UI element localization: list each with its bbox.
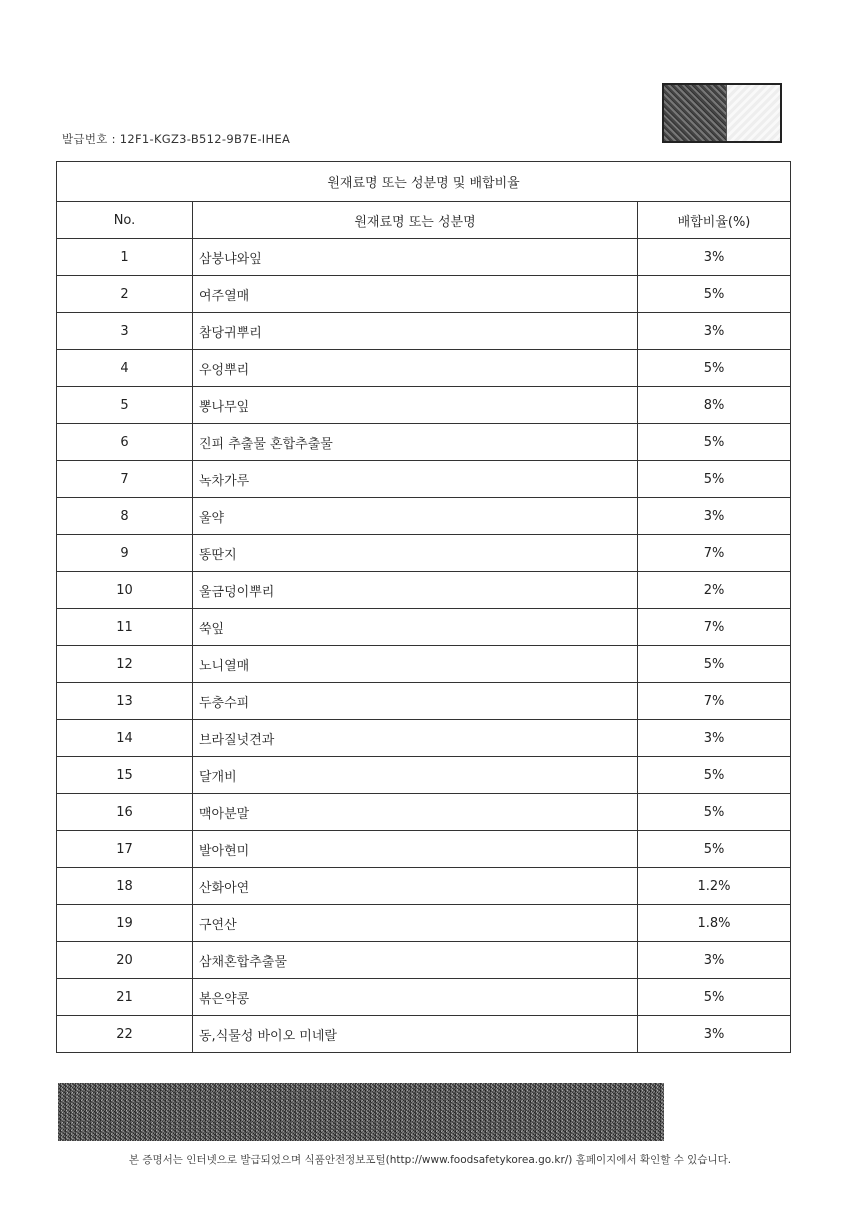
table-row bbox=[57, 794, 791, 831]
row-no: 6 bbox=[57, 424, 193, 461]
table-row bbox=[57, 683, 791, 720]
row-no: 18 bbox=[57, 868, 193, 905]
row-ratio: 8% bbox=[638, 387, 791, 424]
row-no: 17 bbox=[57, 831, 193, 868]
row-no: 20 bbox=[57, 942, 193, 979]
row-name: 뽕나무잎 bbox=[193, 387, 638, 424]
table-row bbox=[57, 831, 791, 868]
row-name: 삼붕냐와잎 bbox=[193, 239, 638, 276]
footer-note: 본 증명서는 인터넷으로 발급되었으며 식품안전정보포털(http://www.foodsafetykorea.go.kr/) 홈페이지에서 확인할 수 있습니다. bbox=[128, 1154, 732, 1166]
row-ratio: 7% bbox=[638, 683, 791, 720]
table-row bbox=[57, 535, 791, 572]
table-row bbox=[57, 239, 791, 276]
header-ratio: 배합비율(%) bbox=[638, 202, 791, 239]
row-name: 우엉뿌리 bbox=[193, 350, 638, 387]
row-ratio: 3% bbox=[638, 720, 791, 757]
row-no: 10 bbox=[57, 572, 193, 609]
row-ratio: 3% bbox=[638, 239, 791, 276]
row-name: 똥딴지 bbox=[193, 535, 638, 572]
row-name: 산화아연 bbox=[193, 868, 638, 905]
row-name: 노니열매 bbox=[193, 646, 638, 683]
row-name: 진피 추출물 혼합추출물 bbox=[193, 424, 638, 461]
row-no: 4 bbox=[57, 350, 193, 387]
row-name: 녹차가루 bbox=[193, 461, 638, 498]
ingredient-table bbox=[56, 161, 791, 1053]
row-no: 12 bbox=[57, 646, 193, 683]
table-row bbox=[57, 387, 791, 424]
table-row bbox=[57, 609, 791, 646]
row-name: 발아현미 bbox=[193, 831, 638, 868]
table-row bbox=[57, 461, 791, 498]
row-ratio: 1.8% bbox=[638, 905, 791, 942]
row-ratio: 5% bbox=[638, 794, 791, 831]
table-row bbox=[57, 942, 791, 979]
row-no: 11 bbox=[57, 609, 193, 646]
table-row bbox=[57, 350, 791, 387]
table-row bbox=[57, 424, 791, 461]
row-no: 9 bbox=[57, 535, 193, 572]
barcode-stamp bbox=[662, 83, 782, 143]
row-name: 두충수피 bbox=[193, 683, 638, 720]
table-title: 원재료명 또는 성분명 및 배합비율 bbox=[57, 162, 791, 202]
table-row bbox=[57, 498, 791, 535]
row-ratio: 5% bbox=[638, 646, 791, 683]
row-ratio: 3% bbox=[638, 942, 791, 979]
row-no: 14 bbox=[57, 720, 193, 757]
row-ratio: 3% bbox=[638, 1016, 791, 1053]
row-name: 동,식물성 바이오 미네랄 bbox=[193, 1016, 638, 1053]
row-name: 브라질넛견과 bbox=[193, 720, 638, 757]
table-row bbox=[57, 572, 791, 609]
row-ratio: 7% bbox=[638, 609, 791, 646]
row-name: 달개비 bbox=[193, 757, 638, 794]
table-row bbox=[57, 757, 791, 794]
row-ratio: 5% bbox=[638, 461, 791, 498]
row-ratio: 5% bbox=[638, 979, 791, 1016]
row-no: 15 bbox=[57, 757, 193, 794]
row-name: 구연산 bbox=[193, 905, 638, 942]
row-no: 5 bbox=[57, 387, 193, 424]
header-name: 원재료명 또는 성분명 bbox=[193, 202, 638, 239]
issue-number bbox=[62, 131, 290, 147]
row-name: 볶은약콩 bbox=[193, 979, 638, 1016]
barcode-pattern bbox=[664, 85, 726, 141]
table-row bbox=[57, 979, 791, 1016]
table-row bbox=[57, 868, 791, 905]
row-no: 19 bbox=[57, 905, 193, 942]
row-ratio: 5% bbox=[638, 831, 791, 868]
row-ratio: 3% bbox=[638, 498, 791, 535]
row-name: 참당귀뿌리 bbox=[193, 313, 638, 350]
table-row bbox=[57, 313, 791, 350]
row-no: 8 bbox=[57, 498, 193, 535]
row-no: 21 bbox=[57, 979, 193, 1016]
table-row bbox=[57, 1016, 791, 1053]
row-ratio: 7% bbox=[638, 535, 791, 572]
table-row bbox=[57, 276, 791, 313]
row-no: 13 bbox=[57, 683, 193, 720]
row-name: 울약 bbox=[193, 498, 638, 535]
row-no: 16 bbox=[57, 794, 193, 831]
row-ratio: 3% bbox=[638, 313, 791, 350]
row-ratio: 5% bbox=[638, 350, 791, 387]
row-no: 7 bbox=[57, 461, 193, 498]
redacted-noise-block bbox=[58, 1083, 664, 1141]
row-ratio: 1.2% bbox=[638, 868, 791, 905]
row-no: 2 bbox=[57, 276, 193, 313]
row-no: 3 bbox=[57, 313, 193, 350]
row-ratio: 5% bbox=[638, 757, 791, 794]
issue-number-label: 발급번호 : bbox=[62, 132, 116, 146]
table-row bbox=[57, 646, 791, 683]
row-name: 여주열매 bbox=[193, 276, 638, 313]
header-no: No. bbox=[57, 202, 193, 239]
row-name: 쑥잎 bbox=[193, 609, 638, 646]
table-row bbox=[57, 720, 791, 757]
barcode-blank bbox=[726, 85, 780, 141]
row-no: 1 bbox=[57, 239, 193, 276]
row-name: 삼채혼합추출물 bbox=[193, 942, 638, 979]
table-row bbox=[57, 905, 791, 942]
row-ratio: 5% bbox=[638, 276, 791, 313]
row-ratio: 2% bbox=[638, 572, 791, 609]
row-ratio: 5% bbox=[638, 424, 791, 461]
row-no: 22 bbox=[57, 1016, 193, 1053]
row-name: 울금덩이뿌리 bbox=[193, 572, 638, 609]
row-name: 맥아분말 bbox=[193, 794, 638, 831]
issue-number-value: 12F1-KGZ3-B512-9B7E-IHEA bbox=[119, 132, 291, 146]
